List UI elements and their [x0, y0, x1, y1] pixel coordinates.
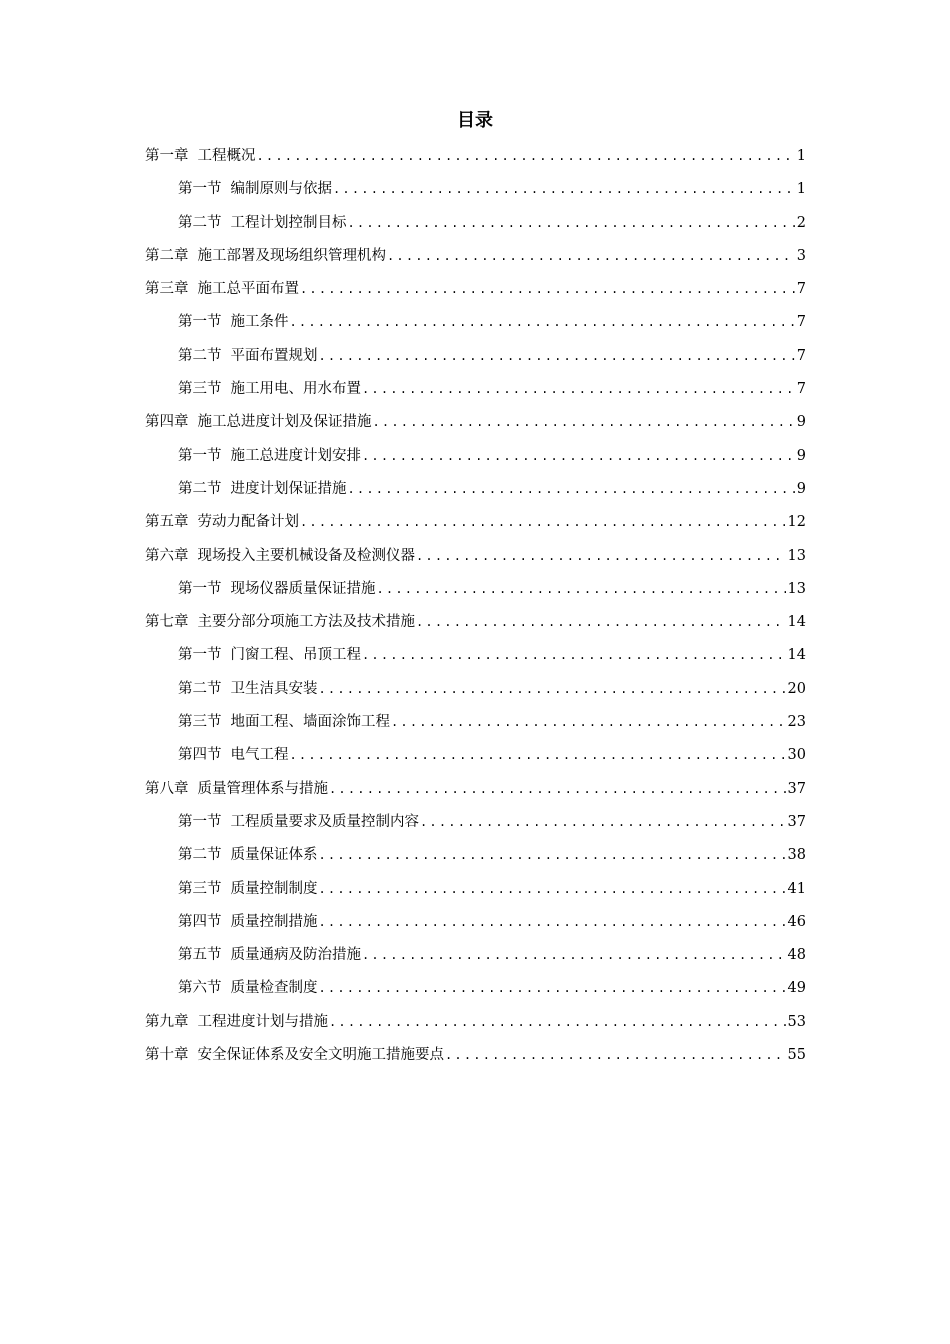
dot-leader [387, 243, 795, 269]
entry-title: 现场投入主要机械设备及检测仪器 [197, 547, 415, 564]
dot-leader [362, 443, 795, 469]
entry-title: 施工总平面布置 [197, 281, 299, 298]
dot-leader [319, 676, 786, 702]
entry-page-number: 23 [787, 714, 806, 731]
toc-section-entry[interactable] [145, 309, 806, 342]
entry-page-number: 13 [787, 580, 806, 597]
dot-leader [290, 742, 786, 768]
entry-title: 施工部署及现场组织管理机构 [197, 247, 386, 264]
entry-number: 第一节 [178, 447, 222, 464]
entry-title: 质量控制措施 [230, 913, 318, 930]
entry-title: 劳动力配备计划 [197, 514, 299, 531]
entry-number: 第三节 [178, 714, 222, 731]
dot-leader [300, 509, 786, 535]
entry-number: 第六节 [178, 980, 222, 997]
toc-section-entry[interactable] [145, 443, 806, 476]
entry-number: 第十章 [145, 1047, 189, 1064]
toc-chapter-entry[interactable] [145, 509, 806, 542]
entry-title: 安全保证体系及安全文明施工措施要点 [197, 1047, 444, 1064]
entry-number: 第一节 [178, 647, 222, 664]
dot-leader [290, 309, 795, 335]
entry-title: 工程进度计划与措施 [197, 1013, 328, 1030]
entry-title: 电气工程 [230, 747, 289, 764]
dot-leader [362, 942, 786, 968]
toc-chapter-entry[interactable] [145, 543, 806, 576]
entry-title: 门窗工程、吊顶工程 [230, 647, 361, 664]
toc-section-entry[interactable] [145, 942, 806, 975]
entry-page-number: 7 [796, 281, 806, 298]
entry-number: 第四节 [178, 913, 222, 930]
entry-number: 第二节 [178, 847, 222, 864]
dot-leader [416, 609, 786, 635]
dot-leader [391, 709, 786, 735]
dot-leader [329, 776, 786, 802]
dot-leader [300, 276, 795, 302]
entry-page-number: 37 [787, 813, 806, 830]
entry-page-number: 41 [787, 880, 806, 897]
dot-leader [377, 576, 786, 602]
toc-section-entry[interactable] [145, 476, 806, 509]
entry-page-number: 46 [787, 913, 806, 930]
entry-title: 施工用电、用水布置 [230, 381, 361, 398]
entry-number: 第四节 [178, 747, 222, 764]
entry-number: 第三节 [178, 880, 222, 897]
entry-number: 第六章 [145, 547, 189, 564]
toc-section-entry[interactable] [145, 343, 806, 376]
entry-page-number: 38 [787, 847, 806, 864]
entry-page-number: 14 [787, 647, 806, 664]
toc-section-entry[interactable] [145, 176, 806, 209]
entry-page-number: 3 [796, 247, 806, 264]
entry-title: 进度计划保证措施 [230, 480, 347, 497]
dot-leader [319, 909, 786, 935]
toc-chapter-entry[interactable] [145, 1042, 806, 1075]
entry-number: 第一章 [145, 148, 189, 164]
entry-number: 第一节 [178, 314, 222, 331]
dot-leader [348, 210, 795, 236]
toc-chapter-entry[interactable] [145, 776, 806, 809]
toc-chapter-entry[interactable] [145, 609, 806, 642]
toc-section-entry[interactable] [145, 909, 806, 942]
dot-leader [416, 543, 786, 569]
entry-number: 第一节 [178, 813, 222, 830]
entry-number: 第五节 [178, 947, 222, 964]
entry-page-number: 48 [787, 947, 806, 964]
entry-title: 质量检查制度 [230, 980, 318, 997]
entry-number: 第二章 [145, 247, 189, 264]
toc-section-entry[interactable] [145, 975, 806, 1008]
toc-section-entry[interactable] [145, 676, 806, 709]
entry-number: 第二节 [178, 480, 222, 497]
dot-leader [348, 476, 795, 502]
dot-leader [329, 1009, 786, 1035]
entry-page-number: 30 [787, 747, 806, 764]
entry-page-number: 7 [796, 314, 806, 331]
dot-leader [362, 376, 795, 402]
toc-section-entry[interactable] [145, 842, 806, 875]
entry-number: 第一节 [178, 580, 222, 597]
entry-page-number: 49 [787, 980, 806, 997]
toc-chapter-entry[interactable] [145, 143, 806, 176]
entry-page-number: 1 [796, 148, 806, 164]
entry-title: 编制原则与依据 [230, 181, 332, 198]
entry-number: 第三节 [178, 381, 222, 398]
dot-leader [319, 343, 795, 369]
dot-leader [445, 1042, 786, 1068]
entry-page-number: 7 [796, 347, 806, 364]
entry-title: 质量通病及防治措施 [230, 947, 361, 964]
toc-section-entry[interactable] [145, 576, 806, 609]
entry-number: 第七章 [145, 614, 189, 631]
toc-section-entry[interactable] [145, 742, 806, 775]
entry-number: 第二节 [178, 347, 222, 364]
entry-page-number: 20 [787, 680, 806, 697]
toc-title: 目录 [457, 110, 493, 131]
entry-number: 第二节 [178, 680, 222, 697]
entry-title: 地面工程、墙面涂饰工程 [230, 714, 390, 731]
toc-list [145, 143, 806, 1075]
dot-leader [257, 143, 795, 169]
entry-title: 卫生洁具安装 [230, 680, 318, 697]
toc-section-entry[interactable] [145, 376, 806, 409]
entry-page-number: 14 [787, 614, 806, 631]
toc-section-entry[interactable] [145, 809, 806, 842]
dot-leader [362, 642, 786, 668]
entry-title: 工程概况 [197, 148, 256, 164]
toc-chapter-entry[interactable] [145, 276, 806, 309]
entry-number: 第一节 [178, 181, 222, 198]
dot-leader [319, 842, 786, 868]
entry-number: 第三章 [145, 281, 189, 298]
entry-title: 工程计划控制目标 [230, 214, 347, 231]
entry-page-number: 13 [787, 547, 806, 564]
entry-page-number: 37 [787, 780, 806, 797]
entry-title: 质量管理体系与措施 [197, 780, 328, 797]
entry-number: 第二节 [178, 214, 222, 231]
dot-leader [333, 176, 795, 202]
toc-chapter-entry[interactable] [145, 409, 806, 442]
entry-page-number: 2 [796, 214, 806, 231]
toc-chapter-entry[interactable] [145, 1009, 806, 1042]
entry-page-number: 1 [796, 181, 806, 198]
entry-page-number: 55 [787, 1047, 806, 1064]
toc-section-entry[interactable] [145, 210, 806, 243]
entry-number: 第五章 [145, 514, 189, 531]
entry-page-number: 53 [787, 1013, 806, 1030]
entry-number: 第四章 [145, 414, 189, 431]
entry-page-number: 12 [787, 514, 806, 531]
toc-chapter-entry[interactable] [145, 243, 806, 276]
dot-leader [319, 975, 786, 1001]
dot-leader [420, 809, 786, 835]
entry-page-number: 7 [796, 381, 806, 398]
entry-page-number: 9 [796, 447, 806, 464]
entry-title: 质量保证体系 [230, 847, 318, 864]
entry-title: 现场仪器质量保证措施 [230, 580, 376, 597]
toc-section-entry[interactable] [145, 642, 806, 675]
entry-number: 第八章 [145, 780, 189, 797]
entry-title: 工程质量要求及质量控制内容 [230, 813, 419, 830]
entry-title: 平面布置规划 [230, 347, 318, 364]
entry-title: 施工条件 [230, 314, 289, 331]
dot-leader [373, 409, 795, 435]
entry-title: 主要分部分项施工方法及技术措施 [197, 614, 415, 631]
entry-page-number: 9 [796, 414, 806, 431]
dot-leader [319, 876, 786, 902]
entry-page-number: 9 [796, 480, 806, 497]
toc-section-entry[interactable] [145, 709, 806, 742]
toc-section-entry[interactable] [145, 876, 806, 909]
entry-title: 质量控制制度 [230, 880, 318, 897]
entry-title: 施工总进度计划安排 [230, 447, 361, 464]
entry-number: 第九章 [145, 1013, 189, 1030]
entry-title: 施工总进度计划及保证措施 [197, 414, 372, 431]
